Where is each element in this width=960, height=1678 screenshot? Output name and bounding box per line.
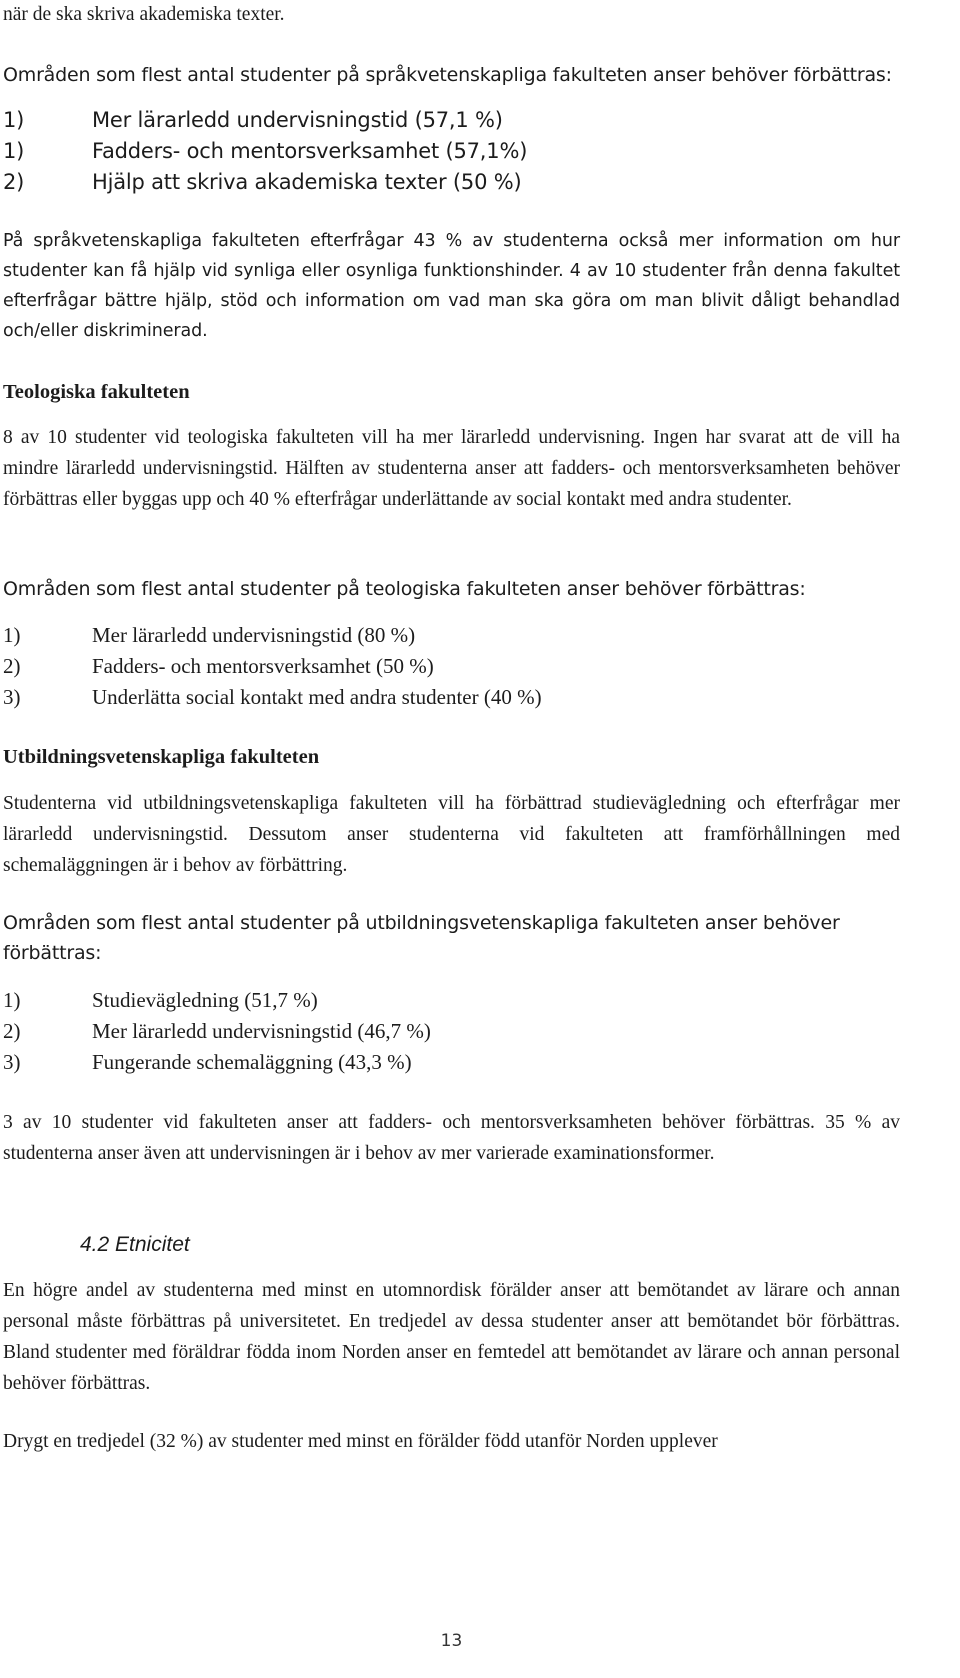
list-item [3,620,900,651]
list-item-number: 1) [3,623,21,647]
list-item-text: Mer lärarledd undervisningstid (80 %) [92,623,416,647]
teologi-improvement-list [3,620,900,713]
list-item-text: Fungerande schemaläggning (43,3 %) [92,1050,412,1074]
utbildning-paragraph: Studenterna vid utbildningsvetenskapliga fakulteten vill ha förbättrad studievägledning och efterfrågar mer lärarledd undervisningstid. Dessutom anser studenterna vid fakulteten att framförhållningen med schemaläggningen är i behov av förbättring. [3,793,900,876]
list-item-number: 1) [3,108,25,132]
list-item [3,651,900,682]
list-item-text: Mer lärarledd undervisningstid (57,1 %) [92,108,503,132]
list-item [3,105,900,136]
sprak-areas-intro: Områden som flest antal studenter på språkvetenskapliga fakulteten anser behöver förbättras: [3,64,892,86]
utbildning-areas-intro: Områden som flest antal studenter på utbildningsvetenskapliga fakulteten anser behöver förbättras: [3,912,840,964]
utbildning-improvement-list [3,985,900,1078]
list-item-number: 3) [3,1050,21,1074]
page-number: 13 [440,1631,463,1651]
list-item-text: Fadders- och mentorsverksamhet (50 %) [92,654,434,678]
list-item-number: 3) [3,685,21,709]
list-item-number: 2) [3,1019,21,1043]
list-item-number: 2) [3,170,25,194]
list-item [3,1047,900,1078]
list-item-text: Underlätta social kontakt med andra studenter (40 %) [92,685,542,709]
etnicitet-paragraph-2: Drygt en tredjedel (32 %) av studenter med minst en förälder född utanför Norden upplever [3,1431,718,1452]
list-item-text: Hjälp att skriva akademiska texter (50 %) [92,170,522,194]
list-item [3,167,900,198]
list-item [3,985,900,1016]
list-item-number: 1) [3,139,25,163]
sprak-paragraph: På språkvetenskapliga fakulteten efterfrågar 43 % av studenterna också mer information om hur studenter kan få hjälp vid synliga eller osynliga funktionshinder. 4 av 10 studenter från denna fakultet efterfrågar bättre hjälp, stöd och information om vad man ska göra om man blivit dåligt behandlad och/eller diskriminerad. [3,231,900,341]
teologi-areas-intro: Områden som flest antal studenter på teologiska fakulteten anser behöver förbättras: [3,578,806,600]
intro-line: när de ska skriva akademiska texter. [3,4,285,25]
list-item [3,136,900,167]
list-item-text: Mer lärarledd undervisningstid (46,7 %) [92,1019,431,1043]
section-heading-teologi: Teologiska fakulteten [3,381,190,403]
list-item-number: 2) [3,654,21,678]
sprak-improvement-list [3,105,900,198]
list-item [3,682,900,713]
list-item-text: Fadders- och mentorsverksamhet (57,1%) [92,139,528,163]
etnicitet-paragraph-1: En högre andel av studenterna med minst en utomnordisk förälder anser att bemötandet av lärare och annan personal måste förbättras på universitetet. En tredjedel av dessa studenter anser att bemötandet bör förbättras. Bland studenter med föräldrar födda inom Norden anser en femtedel att bemötandet av lärare och annan personal behöver förbättras. [3,1280,900,1394]
list-item-text: Studievägledning (51,7 %) [92,988,318,1012]
list-item-number: 1) [3,988,21,1012]
list-item [3,1016,900,1047]
section-heading-etnicitet: 4.2 Etnicitet [80,1233,190,1256]
utbildning-paragraph-2: 3 av 10 studenter vid fakulteten anser att fadders- och mentorsverksamheten behöver förbättras. 35 % av studenterna anser även att undervisningen är i behov av mer varierade examinationsformer. [3,1112,900,1164]
teologi-paragraph: 8 av 10 studenter vid teologiska fakulteten vill ha mer lärarledd undervisning. Ingen har svarat att de vill ha mindre lärarledd undervisningstid. Hälften av studenterna anser att fadders- och mentorsverksamheten behöver förbättras eller byggas upp och 40 % efterfrågar underlättande av social kontakt med andra studenter. [3,427,900,510]
section-heading-utbildning: Utbildningsvetenskapliga fakulteten [3,746,320,768]
